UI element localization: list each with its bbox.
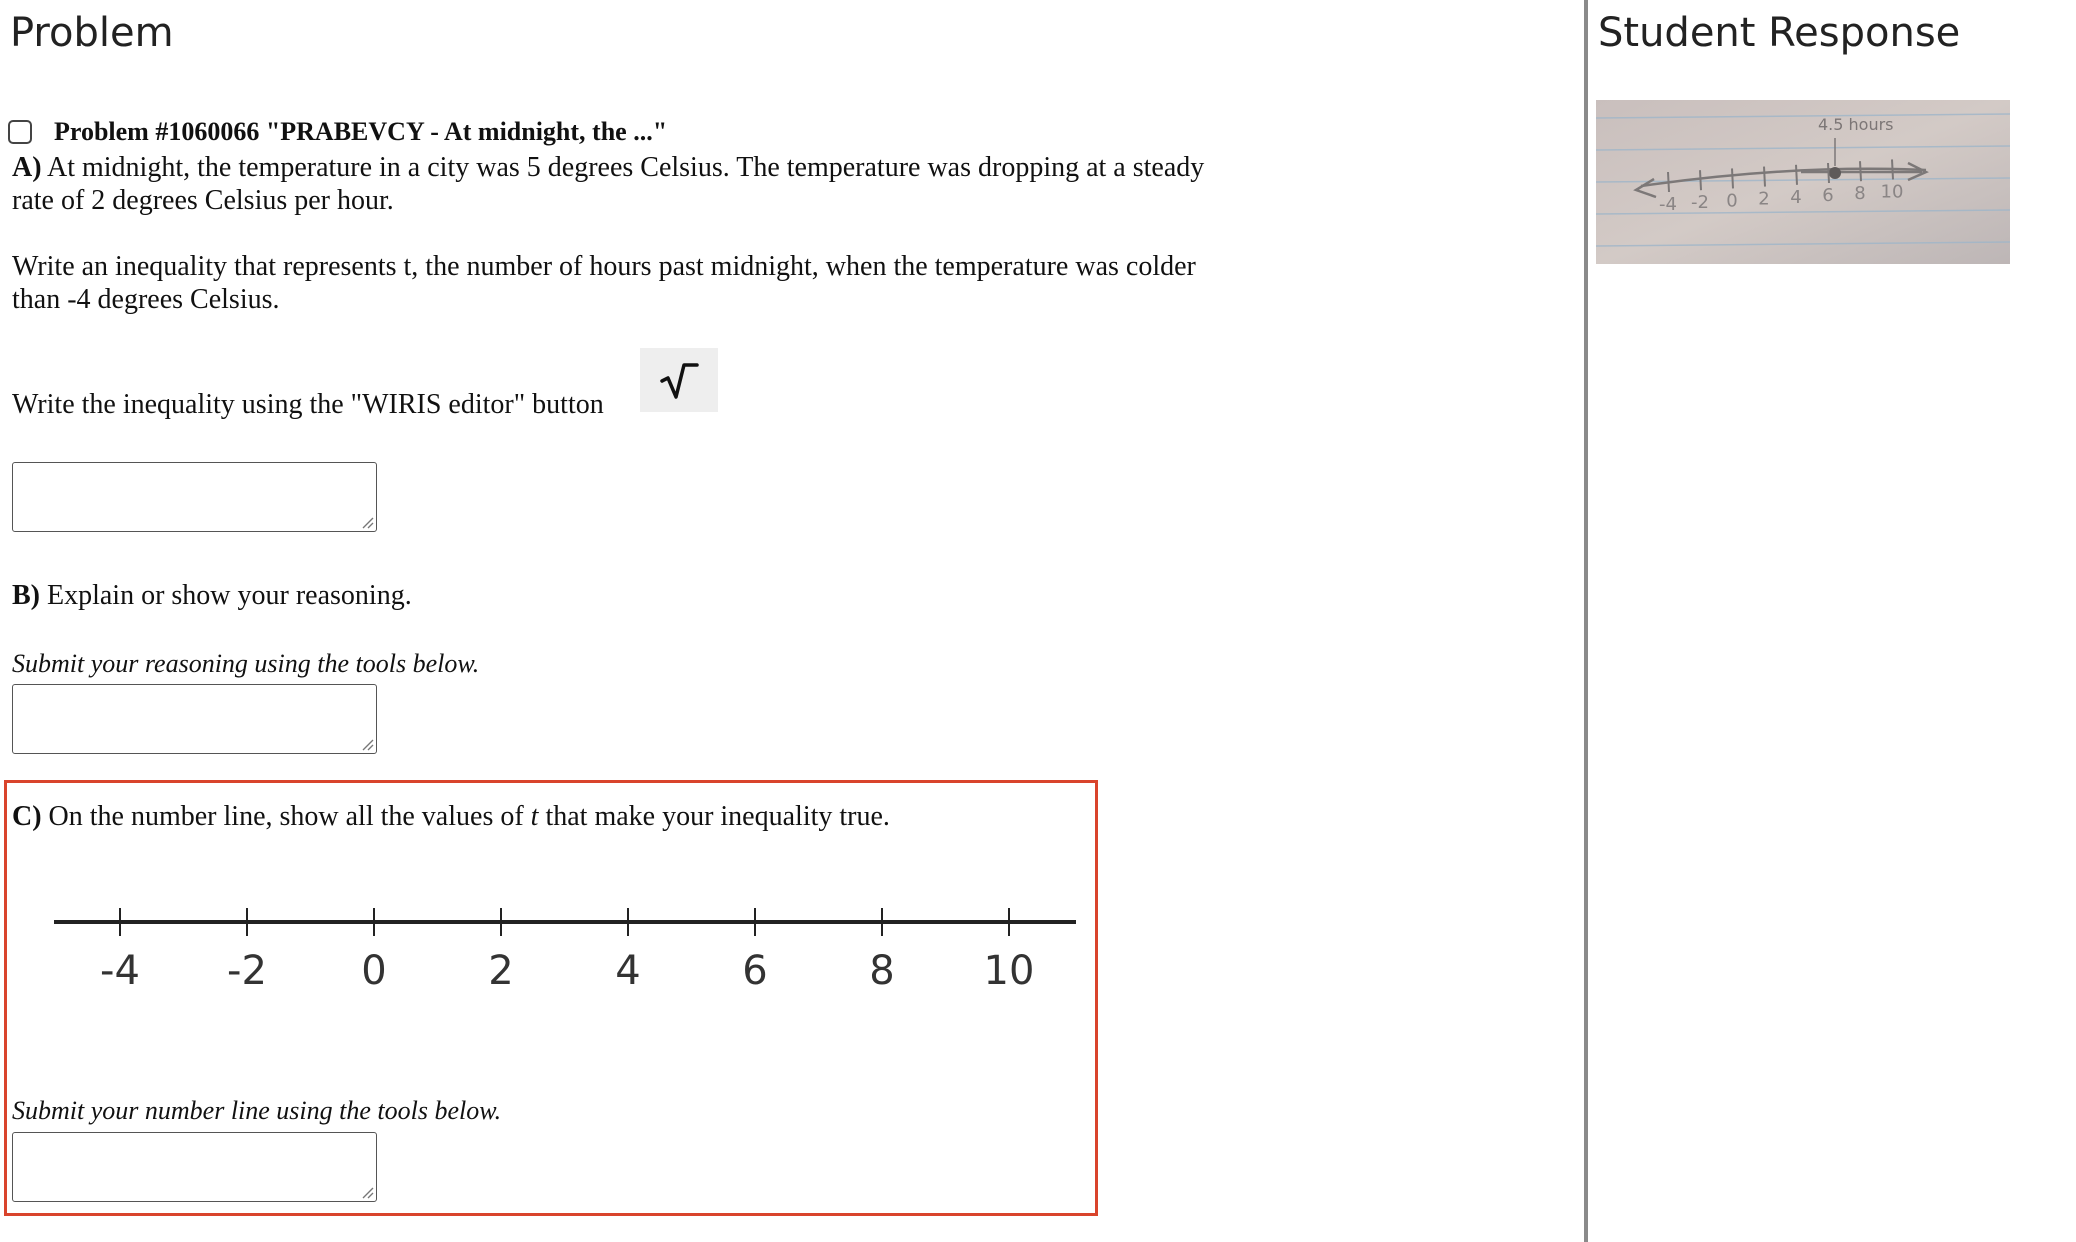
number-line-tick-label: 2 — [488, 948, 514, 994]
part-a-label: A) — [12, 152, 42, 183]
part-c-answer-input[interactable] — [12, 1132, 377, 1202]
handwritten-tick — [1764, 167, 1765, 187]
handwritten-tick-label: 8 — [1854, 183, 1866, 205]
handwritten-tick — [1860, 161, 1861, 181]
problem-header — [8, 112, 667, 152]
resize-grip-icon[interactable] — [360, 1185, 374, 1199]
part-a-statement — [12, 151, 1204, 217]
part-c-label: C) — [12, 801, 42, 832]
part-b-statement — [12, 579, 412, 612]
handwritten-tick — [1732, 168, 1733, 188]
part-a-question-line1: Write an inequality that represents t, the number of hours past midnight, when the temperature was colder — [12, 251, 1196, 282]
number-line — [50, 898, 1080, 998]
problem-heading: Problem #1060066 "PRABEVCY - At midnight, the ..." — [54, 117, 668, 146]
problem-select-checkbox[interactable] — [8, 120, 32, 144]
number-line-tick-label: 6 — [742, 948, 768, 994]
part-c-instruction: Submit your number line using the tools below. — [12, 1096, 502, 1125]
number-line-tick-label: 0 — [361, 948, 387, 994]
part-b-text: Explain or show your reasoning. — [40, 580, 412, 611]
part-c-variable: t — [530, 801, 539, 832]
handwritten-tick-label: 4 — [1790, 186, 1802, 208]
handwritten-tick-label: -2 — [1691, 192, 1709, 214]
part-b-answer-input[interactable] — [12, 684, 377, 754]
number-line-tick-label: -2 — [227, 948, 267, 994]
part-a-question-line2: than -4 degrees Celsius. — [12, 284, 280, 315]
part-c-text-before: On the number line, show all the values of — [41, 801, 531, 832]
resize-grip-icon[interactable] — [360, 737, 374, 751]
part-a-question — [12, 250, 1196, 316]
handwritten-tick-label: 0 — [1726, 190, 1738, 212]
resize-grip-icon[interactable] — [360, 515, 374, 529]
problem-pane-title: Problem — [10, 10, 174, 56]
part-b-instruction: Submit your reasoning using the tools below. — [12, 649, 480, 678]
handwritten-tick-label: 6 — [1822, 185, 1834, 206]
handwritten-hours-label: 4.5 hours — [1818, 115, 1894, 134]
number-line-tick-label: 4 — [615, 948, 641, 994]
part-a-text-line1: At midnight, the temperature in a city was 5 degrees Celsius. The temperature was dropping at a steady — [41, 152, 1205, 183]
handwritten-tick — [1668, 172, 1669, 192]
wiris-instruction: Write the inequality using the "WIRIS editor" button — [12, 389, 604, 420]
wiris-editor-button[interactable] — [640, 348, 718, 412]
part-c-statement — [12, 800, 890, 833]
handwritten-point — [1829, 167, 1841, 179]
part-b-label: B) — [12, 580, 40, 611]
square-root-icon — [659, 359, 699, 401]
student-response-title: Student Response — [1598, 10, 1961, 56]
handwritten-tick-label: -4 — [1659, 194, 1677, 215]
part-a-text-line2: rate of 2 degrees Celsius per hour. — [12, 185, 394, 216]
part-a-answer-input[interactable] — [12, 462, 377, 532]
number-line-tick-label: 8 — [869, 948, 895, 994]
handwritten-tick — [1892, 159, 1893, 179]
number-line-tick-label: -4 — [100, 948, 140, 994]
handwritten-tick — [1700, 170, 1701, 190]
student-response-image — [1596, 100, 2010, 264]
handwritten-tick-label: 2 — [1758, 188, 1770, 210]
part-c-text-after: that make your inequality true. — [538, 801, 890, 832]
handwritten-tick — [1796, 165, 1797, 185]
handwritten-tick — [1828, 163, 1829, 183]
handwritten-tick-label: 10 — [1880, 181, 1904, 203]
number-line-tick-label: 10 — [983, 948, 1035, 994]
